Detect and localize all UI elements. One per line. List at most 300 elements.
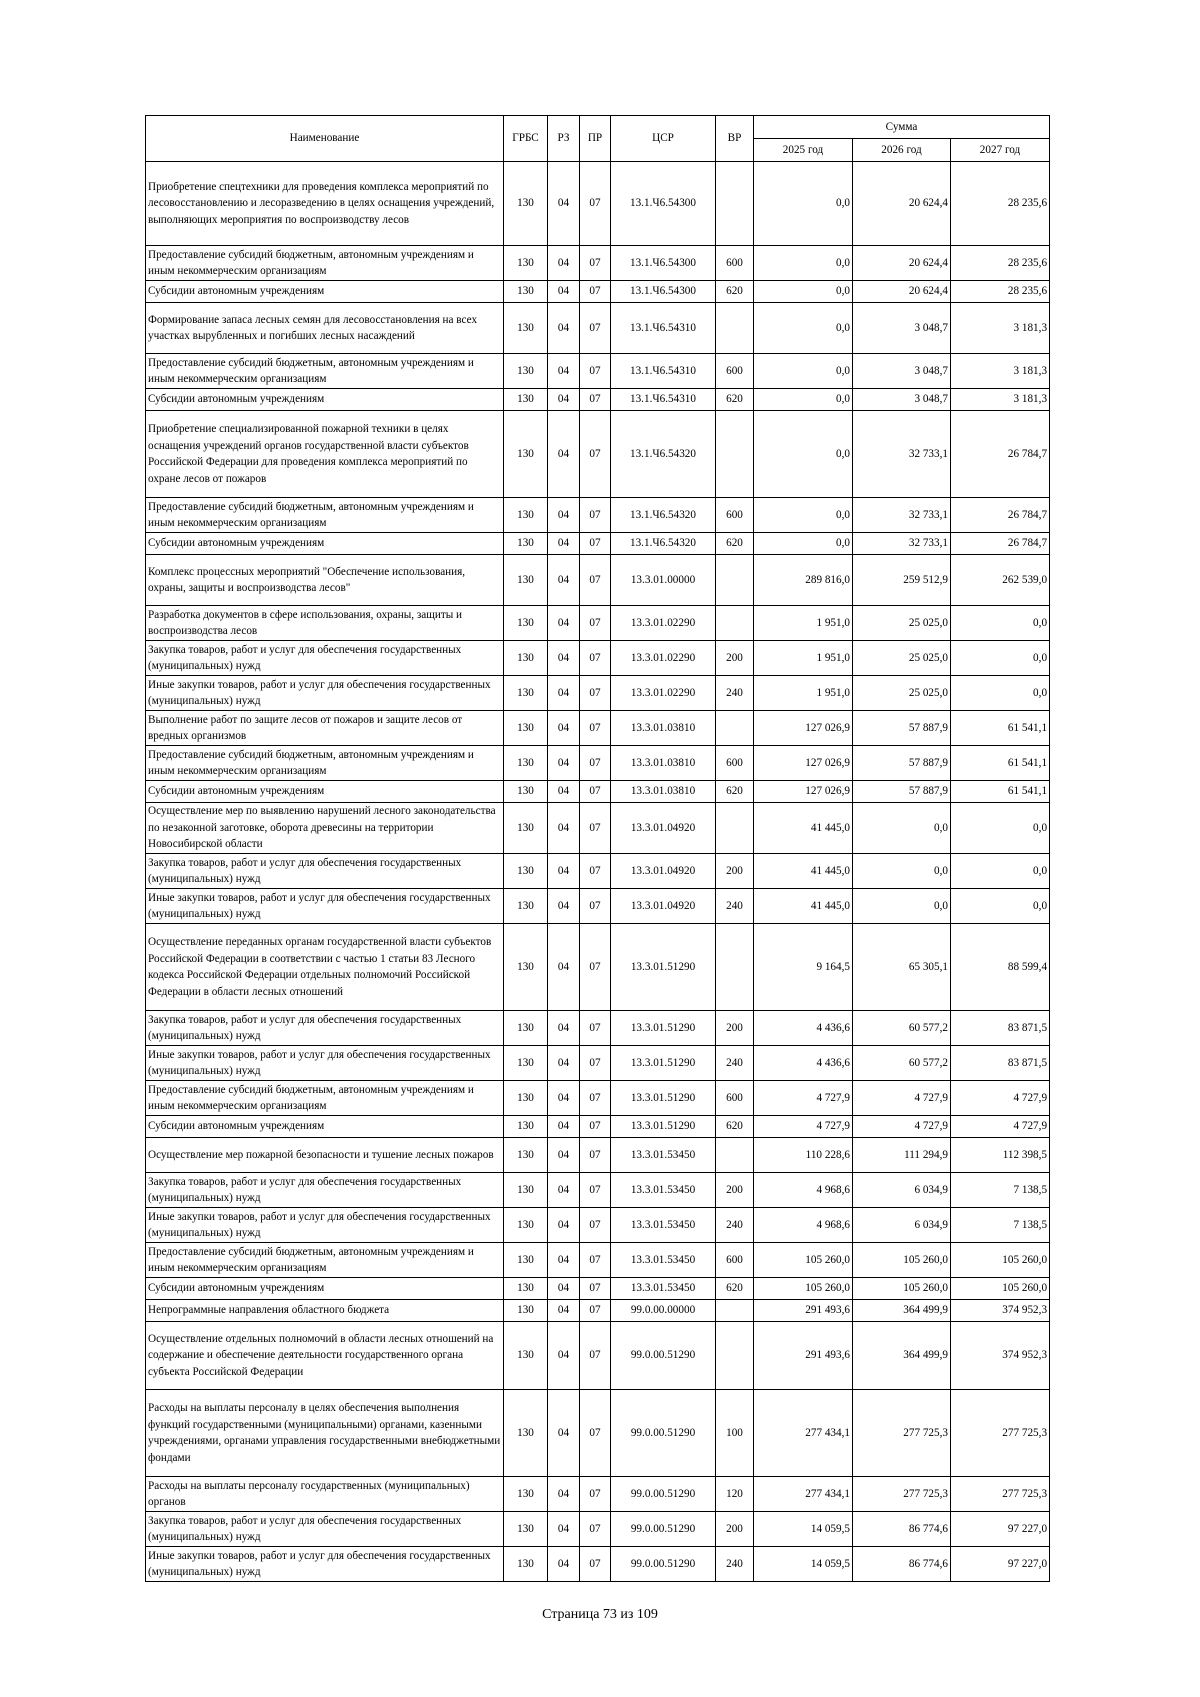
table-row xyxy=(146,889,1050,924)
row-sum-2027: 105 260,0 xyxy=(951,1278,1050,1300)
table-row xyxy=(146,1278,1050,1300)
row-name: Предоставление субсидий бюджетным, автономным учреждениям и иным некоммерческим организациям xyxy=(146,246,504,281)
table-row xyxy=(146,1243,1050,1278)
row-rz: 04 xyxy=(548,555,580,606)
row-vr: 620 xyxy=(716,389,754,411)
table-body xyxy=(146,162,1050,1582)
row-pr: 07 xyxy=(580,1278,611,1300)
row-name: Предоставление субсидий бюджетным, автономным учреждениям и иным некоммерческим организациям xyxy=(146,746,504,781)
row-sum-2026: 4 727,9 xyxy=(853,1116,951,1138)
row-sum-2026: 60 577,2 xyxy=(853,1046,951,1081)
row-sum-2027: 83 871,5 xyxy=(951,1046,1050,1081)
row-sum-2027: 7 138,5 xyxy=(951,1208,1050,1243)
table-row xyxy=(146,498,1050,533)
row-name: Субсидии автономным учреждениям xyxy=(146,1278,504,1300)
row-grbs: 130 xyxy=(504,1300,548,1322)
row-vr: 600 xyxy=(716,1243,754,1278)
row-grbs: 130 xyxy=(504,411,548,498)
row-rz: 04 xyxy=(548,162,580,246)
row-sum-2026: 277 725,3 xyxy=(853,1390,951,1477)
row-csr: 13.3.01.51290 xyxy=(611,924,716,1011)
row-grbs: 130 xyxy=(504,162,548,246)
row-csr: 13.3.01.03810 xyxy=(611,711,716,746)
row-sum-2025: 4 727,9 xyxy=(754,1081,853,1116)
row-vr: 120 xyxy=(716,1477,754,1512)
row-sum-2025: 0,0 xyxy=(754,354,853,389)
row-name: Субсидии автономным учреждениям xyxy=(146,389,504,411)
row-pr: 07 xyxy=(580,1208,611,1243)
row-sum-2027: 0,0 xyxy=(951,803,1050,854)
row-vr: 200 xyxy=(716,1011,754,1046)
row-sum-2027: 105 260,0 xyxy=(951,1243,1050,1278)
row-vr: 600 xyxy=(716,498,754,533)
row-csr: 13.3.01.51290 xyxy=(611,1081,716,1116)
row-grbs: 130 xyxy=(504,1208,548,1243)
row-csr: 13.3.01.51290 xyxy=(611,1116,716,1138)
row-sum-2026: 3 048,7 xyxy=(853,354,951,389)
row-sum-2025: 127 026,9 xyxy=(754,711,853,746)
row-rz: 04 xyxy=(548,1477,580,1512)
header-vr: ВР xyxy=(716,116,754,162)
row-name: Приобретение спецтехники для проведения комплекса мероприятий по лесовосстановлению и лесоразведению в целях оснащения учреждений, выполняющих мероприятия по воспроизводству лесов xyxy=(146,162,504,246)
row-csr: 13.3.01.51290 xyxy=(611,1011,716,1046)
row-csr: 13.3.01.04920 xyxy=(611,889,716,924)
row-grbs: 130 xyxy=(504,281,548,303)
row-csr: 13.3.01.03810 xyxy=(611,781,716,803)
row-csr: 13.1.Ч6.54300 xyxy=(611,281,716,303)
table-header xyxy=(146,116,1050,162)
table-row xyxy=(146,162,1050,246)
row-pr: 07 xyxy=(580,303,611,354)
row-sum-2026: 25 025,0 xyxy=(853,641,951,676)
row-rz: 04 xyxy=(548,411,580,498)
row-grbs: 130 xyxy=(504,1243,548,1278)
row-rz: 04 xyxy=(548,803,580,854)
table-row xyxy=(146,1081,1050,1116)
row-rz: 04 xyxy=(548,1046,580,1081)
row-pr: 07 xyxy=(580,281,611,303)
table-row xyxy=(146,1300,1050,1322)
row-csr: 13.1.Ч6.54320 xyxy=(611,411,716,498)
row-vr: 200 xyxy=(716,641,754,676)
table-row xyxy=(146,676,1050,711)
row-vr xyxy=(716,1300,754,1322)
row-sum-2026: 32 733,1 xyxy=(853,411,951,498)
row-sum-2025: 0,0 xyxy=(754,498,853,533)
row-pr: 07 xyxy=(580,1300,611,1322)
row-vr: 620 xyxy=(716,1278,754,1300)
row-csr: 13.3.01.51290 xyxy=(611,1046,716,1081)
table-row xyxy=(146,281,1050,303)
row-vr: 620 xyxy=(716,781,754,803)
table-row xyxy=(146,411,1050,498)
row-sum-2025: 9 164,5 xyxy=(754,924,853,1011)
row-sum-2026: 86 774,6 xyxy=(853,1547,951,1582)
row-rz: 04 xyxy=(548,1116,580,1138)
table-row xyxy=(146,1116,1050,1138)
header-year-2027: 2027 год xyxy=(951,139,1050,162)
row-sum-2025: 14 059,5 xyxy=(754,1512,853,1547)
row-csr: 13.3.01.53450 xyxy=(611,1208,716,1243)
row-grbs: 130 xyxy=(504,1477,548,1512)
row-sum-2027: 3 181,3 xyxy=(951,303,1050,354)
row-grbs: 130 xyxy=(504,1081,548,1116)
row-name: Субсидии автономным учреждениям xyxy=(146,533,504,555)
row-sum-2027: 262 539,0 xyxy=(951,555,1050,606)
header-rz: РЗ xyxy=(548,116,580,162)
header-year-2026: 2026 год xyxy=(853,139,951,162)
row-sum-2025: 277 434,1 xyxy=(754,1390,853,1477)
row-csr: 13.1.Ч6.54310 xyxy=(611,303,716,354)
table-row xyxy=(146,606,1050,641)
page-number: Страница 73 из 109 xyxy=(542,1607,658,1622)
row-pr: 07 xyxy=(580,1477,611,1512)
row-pr: 07 xyxy=(580,1011,611,1046)
row-rz: 04 xyxy=(548,246,580,281)
row-sum-2025: 1 951,0 xyxy=(754,641,853,676)
row-rz: 04 xyxy=(548,533,580,555)
row-rz: 04 xyxy=(548,498,580,533)
row-sum-2025: 291 493,6 xyxy=(754,1322,853,1390)
row-sum-2025: 0,0 xyxy=(754,281,853,303)
table-row xyxy=(146,641,1050,676)
row-sum-2026: 57 887,9 xyxy=(853,711,951,746)
row-vr: 620 xyxy=(716,533,754,555)
row-name: Осуществление мер пожарной безопасности и тушение лесных пожаров xyxy=(146,1138,504,1173)
row-csr: 99.0.00.51290 xyxy=(611,1512,716,1547)
row-sum-2027: 61 541,1 xyxy=(951,711,1050,746)
row-vr: 200 xyxy=(716,854,754,889)
table-row xyxy=(146,354,1050,389)
row-csr: 13.3.01.53450 xyxy=(611,1278,716,1300)
row-vr xyxy=(716,803,754,854)
row-csr: 13.3.01.00000 xyxy=(611,555,716,606)
row-name: Осуществление мер по выявлению нарушений лесного законодательства по незаконной заготовке, оборота древесины на территории Новосибирской области xyxy=(146,803,504,854)
row-sum-2027: 0,0 xyxy=(951,676,1050,711)
row-name: Осуществление переданных органам государственной власти субъектов Российской Федерации в соответствии с частью 1 статьи 83 Лесного кодекса Российской Федерации отдельных полномочий Российской Федерации в области лесных отношений xyxy=(146,924,504,1011)
row-pr: 07 xyxy=(580,854,611,889)
row-sum-2025: 4 436,6 xyxy=(754,1011,853,1046)
table-row xyxy=(146,1138,1050,1173)
row-name: Комплекс процессных мероприятий "Обеспечение использования, охраны, защиты и воспроизводства лесов" xyxy=(146,555,504,606)
row-sum-2026: 60 577,2 xyxy=(853,1011,951,1046)
row-rz: 04 xyxy=(548,354,580,389)
row-grbs: 130 xyxy=(504,924,548,1011)
row-grbs: 130 xyxy=(504,1173,548,1208)
row-name: Выполнение работ по защите лесов от пожаров и защите лесов от вредных организмов xyxy=(146,711,504,746)
row-rz: 04 xyxy=(548,676,580,711)
table-row xyxy=(146,1390,1050,1477)
row-name: Иные закупки товаров, работ и услуг для обеспечения государственных (муниципальных) нужд xyxy=(146,1208,504,1243)
row-pr: 07 xyxy=(580,354,611,389)
row-sum-2025: 4 727,9 xyxy=(754,1116,853,1138)
row-sum-2026: 4 727,9 xyxy=(853,1081,951,1116)
row-pr: 07 xyxy=(580,498,611,533)
table-row xyxy=(146,1046,1050,1081)
row-sum-2025: 4 968,6 xyxy=(754,1208,853,1243)
row-vr xyxy=(716,303,754,354)
row-vr: 620 xyxy=(716,1116,754,1138)
row-csr: 13.3.01.53450 xyxy=(611,1173,716,1208)
row-grbs: 130 xyxy=(504,1512,548,1547)
row-pr: 07 xyxy=(580,676,611,711)
row-sum-2025: 4 968,6 xyxy=(754,1173,853,1208)
row-sum-2025: 289 816,0 xyxy=(754,555,853,606)
row-grbs: 130 xyxy=(504,555,548,606)
row-grbs: 130 xyxy=(504,1046,548,1081)
row-sum-2027: 97 227,0 xyxy=(951,1512,1050,1547)
row-csr: 13.3.01.03810 xyxy=(611,746,716,781)
row-sum-2026: 277 725,3 xyxy=(853,1477,951,1512)
row-grbs: 130 xyxy=(504,746,548,781)
row-rz: 04 xyxy=(548,1322,580,1390)
row-grbs: 130 xyxy=(504,1011,548,1046)
row-sum-2027: 83 871,5 xyxy=(951,1011,1050,1046)
row-name: Иные закупки товаров, работ и услуг для обеспечения государственных (муниципальных) нужд xyxy=(146,676,504,711)
row-rz: 04 xyxy=(548,1138,580,1173)
row-sum-2027: 0,0 xyxy=(951,606,1050,641)
row-sum-2025: 110 228,6 xyxy=(754,1138,853,1173)
row-grbs: 130 xyxy=(504,354,548,389)
row-name: Иные закупки товаров, работ и услуг для обеспечения государственных (муниципальных) нужд xyxy=(146,1547,504,1582)
table-row xyxy=(146,781,1050,803)
row-name: Закупка товаров, работ и услуг для обеспечения государственных (муниципальных) нужд xyxy=(146,1512,504,1547)
row-sum-2026: 0,0 xyxy=(853,803,951,854)
row-sum-2026: 364 499,9 xyxy=(853,1322,951,1390)
row-sum-2025: 41 445,0 xyxy=(754,803,853,854)
row-sum-2026: 0,0 xyxy=(853,889,951,924)
row-sum-2026: 0,0 xyxy=(853,854,951,889)
row-grbs: 130 xyxy=(504,1390,548,1477)
row-vr: 600 xyxy=(716,746,754,781)
row-sum-2026: 105 260,0 xyxy=(853,1278,951,1300)
row-pr: 07 xyxy=(580,711,611,746)
row-vr: 240 xyxy=(716,1208,754,1243)
row-grbs: 130 xyxy=(504,1278,548,1300)
row-vr: 240 xyxy=(716,1046,754,1081)
table-row xyxy=(146,1011,1050,1046)
row-csr: 13.1.Ч6.54320 xyxy=(611,498,716,533)
row-rz: 04 xyxy=(548,1081,580,1116)
row-name: Субсидии автономным учреждениям xyxy=(146,781,504,803)
row-name: Расходы на выплаты персоналу в целях обеспечения выполнения функций государственными (муниципальными) органами, казенными учреждениями, органами управления государственными внебюджетными фондами xyxy=(146,1390,504,1477)
row-vr: 200 xyxy=(716,1512,754,1547)
header-csr: ЦСР xyxy=(611,116,716,162)
row-rz: 04 xyxy=(548,281,580,303)
row-csr: 13.1.Ч6.54300 xyxy=(611,246,716,281)
row-rz: 04 xyxy=(548,781,580,803)
row-vr: 600 xyxy=(716,1081,754,1116)
row-sum-2026: 3 048,7 xyxy=(853,303,951,354)
row-sum-2025: 41 445,0 xyxy=(754,854,853,889)
row-pr: 07 xyxy=(580,1173,611,1208)
row-pr: 07 xyxy=(580,1243,611,1278)
row-csr: 13.3.01.04920 xyxy=(611,854,716,889)
header-year-2025: 2025 год xyxy=(754,139,853,162)
row-rz: 04 xyxy=(548,303,580,354)
row-vr xyxy=(716,162,754,246)
row-sum-2026: 57 887,9 xyxy=(853,746,951,781)
table-row xyxy=(146,803,1050,854)
row-grbs: 130 xyxy=(504,1547,548,1582)
row-grbs: 130 xyxy=(504,1116,548,1138)
row-pr: 07 xyxy=(580,1547,611,1582)
row-sum-2027: 4 727,9 xyxy=(951,1116,1050,1138)
row-sum-2025: 0,0 xyxy=(754,533,853,555)
row-vr xyxy=(716,1322,754,1390)
row-pr: 07 xyxy=(580,411,611,498)
row-vr xyxy=(716,924,754,1011)
row-sum-2025: 105 260,0 xyxy=(754,1243,853,1278)
table-row xyxy=(146,303,1050,354)
row-sum-2027: 26 784,7 xyxy=(951,533,1050,555)
row-sum-2026: 20 624,4 xyxy=(853,281,951,303)
row-sum-2026: 20 624,4 xyxy=(853,246,951,281)
table-row xyxy=(146,1477,1050,1512)
row-vr: 240 xyxy=(716,889,754,924)
row-sum-2027: 112 398,5 xyxy=(951,1138,1050,1173)
row-name: Субсидии автономным учреждениям xyxy=(146,281,504,303)
row-sum-2027: 7 138,5 xyxy=(951,1173,1050,1208)
row-pr: 07 xyxy=(580,1116,611,1138)
row-grbs: 130 xyxy=(504,606,548,641)
row-sum-2026: 3 048,7 xyxy=(853,389,951,411)
row-name: Закупка товаров, работ и услуг для обеспечения государственных (муниципальных) нужд xyxy=(146,1011,504,1046)
table-row xyxy=(146,533,1050,555)
row-grbs: 130 xyxy=(504,676,548,711)
row-sum-2026: 6 034,9 xyxy=(853,1208,951,1243)
row-sum-2025: 0,0 xyxy=(754,162,853,246)
row-sum-2025: 14 059,5 xyxy=(754,1547,853,1582)
row-rz: 04 xyxy=(548,606,580,641)
row-vr: 240 xyxy=(716,676,754,711)
row-grbs: 130 xyxy=(504,803,548,854)
row-csr: 99.0.00.51290 xyxy=(611,1390,716,1477)
row-sum-2026: 32 733,1 xyxy=(853,498,951,533)
row-sum-2026: 20 624,4 xyxy=(853,162,951,246)
table-row xyxy=(146,1322,1050,1390)
row-sum-2025: 0,0 xyxy=(754,411,853,498)
row-pr: 07 xyxy=(580,781,611,803)
header-sum: Сумма xyxy=(754,116,1050,139)
row-sum-2027: 26 784,7 xyxy=(951,498,1050,533)
row-csr: 13.3.01.02290 xyxy=(611,606,716,641)
row-sum-2027: 0,0 xyxy=(951,889,1050,924)
row-pr: 07 xyxy=(580,389,611,411)
row-sum-2027: 0,0 xyxy=(951,641,1050,676)
row-vr: 620 xyxy=(716,281,754,303)
row-name: Закупка товаров, работ и услуг для обеспечения государственных (муниципальных) нужд xyxy=(146,641,504,676)
table-row xyxy=(146,1547,1050,1582)
row-pr: 07 xyxy=(580,1390,611,1477)
row-name: Иные закупки товаров, работ и услуг для обеспечения государственных (муниципальных) нужд xyxy=(146,1046,504,1081)
table-row xyxy=(146,746,1050,781)
row-rz: 04 xyxy=(548,1173,580,1208)
row-grbs: 130 xyxy=(504,781,548,803)
row-sum-2026: 105 260,0 xyxy=(853,1243,951,1278)
row-sum-2027: 0,0 xyxy=(951,854,1050,889)
row-sum-2025: 127 026,9 xyxy=(754,746,853,781)
row-rz: 04 xyxy=(548,1390,580,1477)
row-rz: 04 xyxy=(548,389,580,411)
row-name: Осуществление отдельных полномочий в области лесных отношений на содержание и обеспечение деятельности государственного органа субъекта Российской Федерации xyxy=(146,1322,504,1390)
row-name: Предоставление субсидий бюджетным, автономным учреждениям и иным некоммерческим организациям xyxy=(146,1081,504,1116)
row-sum-2027: 26 784,7 xyxy=(951,411,1050,498)
row-sum-2027: 3 181,3 xyxy=(951,354,1050,389)
row-pr: 07 xyxy=(580,606,611,641)
row-sum-2026: 111 294,9 xyxy=(853,1138,951,1173)
row-name: Иные закупки товаров, работ и услуг для обеспечения государственных (муниципальных) нужд xyxy=(146,889,504,924)
row-pr: 07 xyxy=(580,641,611,676)
row-sum-2027: 61 541,1 xyxy=(951,746,1050,781)
row-rz: 04 xyxy=(548,711,580,746)
row-name: Закупка товаров, работ и услуг для обеспечения государственных (муниципальных) нужд xyxy=(146,1173,504,1208)
row-sum-2025: 41 445,0 xyxy=(754,889,853,924)
row-sum-2027: 4 727,9 xyxy=(951,1081,1050,1116)
table-row xyxy=(146,1512,1050,1547)
row-sum-2027: 374 952,3 xyxy=(951,1322,1050,1390)
row-grbs: 130 xyxy=(504,711,548,746)
row-name: Предоставление субсидий бюджетным, автономным учреждениям и иным некоммерческим организациям xyxy=(146,1243,504,1278)
row-csr: 13.3.01.53450 xyxy=(611,1243,716,1278)
row-sum-2026: 65 305,1 xyxy=(853,924,951,1011)
row-pr: 07 xyxy=(580,746,611,781)
row-csr: 99.0.00.51290 xyxy=(611,1477,716,1512)
row-sum-2027: 277 725,3 xyxy=(951,1477,1050,1512)
row-vr xyxy=(716,711,754,746)
header-pr: ПР xyxy=(580,116,611,162)
row-csr: 13.3.01.53450 xyxy=(611,1138,716,1173)
row-name: Расходы на выплаты персоналу государственных (муниципальных) органов xyxy=(146,1477,504,1512)
table-row xyxy=(146,711,1050,746)
budget-table xyxy=(145,115,1050,1582)
row-rz: 04 xyxy=(548,924,580,1011)
row-sum-2026: 25 025,0 xyxy=(853,606,951,641)
row-name: Приобретение специализированной пожарной техники в целях оснащения учреждений органов государственной власти субъектов Российской Федерации для проведения комплекса мероприятий по охране лесов от пожаров xyxy=(146,411,504,498)
row-sum-2026: 259 512,9 xyxy=(853,555,951,606)
row-vr xyxy=(716,1138,754,1173)
row-csr: 13.1.Ч6.54320 xyxy=(611,533,716,555)
row-pr: 07 xyxy=(580,1322,611,1390)
header-grbs: ГРБС xyxy=(504,116,548,162)
row-csr: 99.0.00.51290 xyxy=(611,1322,716,1390)
row-grbs: 130 xyxy=(504,533,548,555)
row-pr: 07 xyxy=(580,1046,611,1081)
row-pr: 07 xyxy=(580,924,611,1011)
row-grbs: 130 xyxy=(504,246,548,281)
row-pr: 07 xyxy=(580,162,611,246)
row-rz: 04 xyxy=(548,641,580,676)
row-sum-2025: 291 493,6 xyxy=(754,1300,853,1322)
row-grbs: 130 xyxy=(504,389,548,411)
row-pr: 07 xyxy=(580,1138,611,1173)
row-sum-2027: 374 952,3 xyxy=(951,1300,1050,1322)
row-vr xyxy=(716,606,754,641)
row-sum-2027: 88 599,4 xyxy=(951,924,1050,1011)
table-row xyxy=(146,924,1050,1011)
row-grbs: 130 xyxy=(504,1138,548,1173)
row-name: Разработка документов в сфере использования, охраны, защиты и воспроизводства лесов xyxy=(146,606,504,641)
row-pr: 07 xyxy=(580,1512,611,1547)
table-row xyxy=(146,389,1050,411)
row-sum-2027: 28 235,6 xyxy=(951,281,1050,303)
row-name: Формирование запаса лесных семян для лесовосстановления на всех участках вырубленных и погибших лесных насаждений xyxy=(146,303,504,354)
row-vr xyxy=(716,411,754,498)
row-sum-2026: 32 733,1 xyxy=(853,533,951,555)
row-vr: 200 xyxy=(716,1173,754,1208)
row-sum-2027: 3 181,3 xyxy=(951,389,1050,411)
row-rz: 04 xyxy=(548,1300,580,1322)
